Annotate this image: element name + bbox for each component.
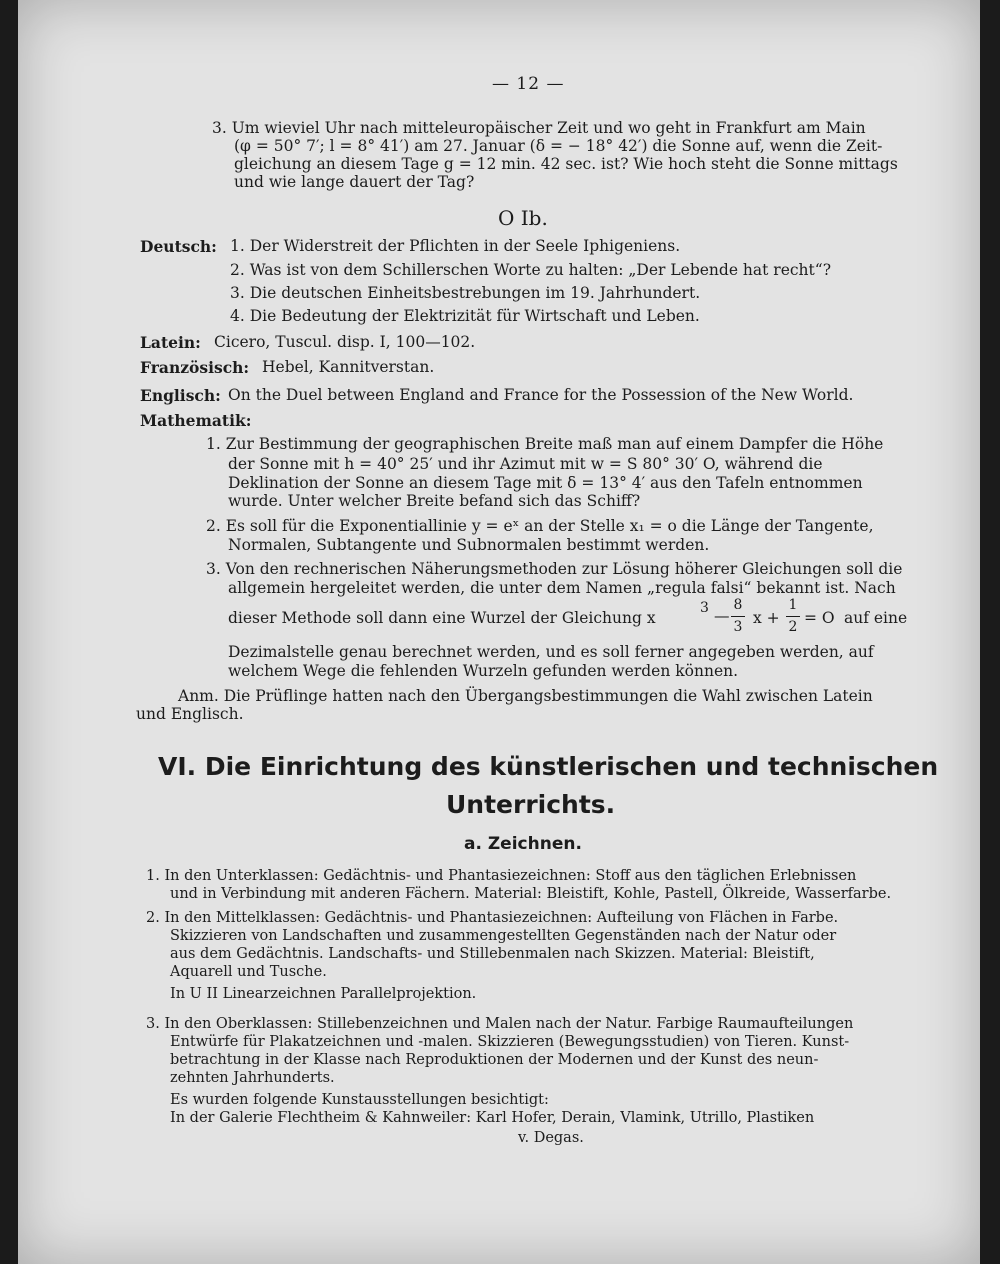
deutsch-item-4: 4. Die Bedeutung der Elektrizität für Wirtschaft und Leben. (230, 307, 700, 325)
eq-frac1-num: 8 (733, 597, 743, 613)
class-heading: O Ib. (498, 206, 548, 230)
section-subtitle: a. Zeichnen. (464, 834, 582, 854)
eq-exponent: 3 (700, 600, 709, 616)
math1-line1: 1. Zur Bestimmung der geographischen Breite maß man auf einem Dampfer die Höhe (206, 435, 884, 453)
page-number: — 12 — (492, 74, 565, 94)
mathematik-label: Mathematik: (140, 411, 252, 430)
zeichnen3-line1: 3. In den Oberklassen: Stillebenzeichnen und Malen nach der Natur. Farbige Raumaufteilungen (146, 1016, 854, 1032)
anm-line2: und Englisch. (136, 705, 244, 723)
math2-line1: 2. Es soll für die Exponentiallinie y = eˣ an der Stelle x₁ = o die Länge der Tangente, (206, 517, 874, 535)
math3-line5: welchem Wege die fehlenden Wurzeln gefunden werden können. (228, 662, 739, 680)
math3-line2: allgemein hergeleitet werden, die unter dem Namen „regula falsi“ bekannt ist. Nach (228, 579, 896, 597)
deutsch-item-1: 1. Der Widerstreit der Pflichten in der Seele Iphigeniens. (230, 237, 681, 255)
zeichnen3-line5: Es wurden folgende Kunstausstellungen besichtigt: (170, 1092, 549, 1108)
task3-line2: (φ = 50° 7′; l = 8° 41′) am 27. Januar (δ = − 18° 42′) die Sonne auf, wenn die Zeit- (234, 137, 883, 155)
englisch-label: Englisch: (140, 386, 221, 405)
deutsch-item-3: 3. Die deutschen Einheitsbestrebungen im 19. Jahrhundert. (230, 284, 701, 302)
eq-frac2-den: 2 (788, 619, 798, 635)
section-title-line2: Unterrichts. (446, 790, 616, 819)
zeichnen3-line2: Entwürfe für Plakatzeichnen und -malen. Skizzieren (Bewegungsstudien) von Tieren. Kunst- (170, 1034, 850, 1050)
math3-line4: Dezimalstelle genau berechnet werden, und es soll ferner angegeben werden, auf (228, 643, 874, 661)
math1-line2: der Sonne mit h = 40° 25′ und ihr Azimut mit w = S 80° 30′ O, während die (228, 455, 823, 473)
deutsch-label: Deutsch: (140, 237, 217, 256)
eq-frac2-num: 1 (788, 597, 798, 613)
section-title-line1: VI. Die Einrichtung des künstlerischen und technischen (158, 752, 939, 781)
document-page (18, 0, 980, 1264)
math1-line4: wurde. Unter welcher Breite befand sich das Schiff? (228, 492, 641, 510)
eq-frac1-bar (731, 616, 745, 617)
franzoesisch-label: Französisch: (140, 358, 250, 377)
eq-frac1-den: 3 (733, 619, 743, 635)
math2-line2: Normalen, Subtangente und Subnormalen bestimmt werden. (228, 536, 710, 554)
latein-label: Latein: (140, 333, 201, 352)
task3-line3: gleichung an diesem Tage g = 12 min. 42 sec. ist? Wie hoch steht die Sonne mittags (234, 155, 898, 173)
englisch-text: On the Duel between England and France for the Possession of the New World. (228, 386, 854, 404)
task3-line4: und wie lange dauert der Tag? (234, 173, 475, 191)
math3-line3-end: auf eine (844, 609, 908, 627)
zeichnen2-line5: In U II Linearzeichnen Parallelprojektion. (170, 986, 477, 1002)
zeichnen3-line6: In der Galerie Flechtheim & Kahnweiler: Karl Hofer, Derain, Vlamink, Utrillo, Plastiken (170, 1110, 815, 1126)
zeichnen3-line7: v. Degas. (518, 1130, 584, 1146)
eq-minus: — (714, 607, 730, 625)
latein-text: Cicero, Tuscul. disp. I, 100—102. (214, 333, 476, 351)
task3-line1: 3. Um wieviel Uhr nach mitteleuropäischer Zeit und wo geht in Frankfurt am Main (212, 119, 866, 137)
zeichnen3-line4: zehnten Jahrhunderts. (170, 1070, 335, 1086)
math3-line1: 3. Von den rechnerischen Näherungsmethoden zur Lösung höherer Gleichungen soll die (206, 560, 903, 578)
math1-line3: Deklination der Sonne an diesem Tage mit δ = 13° 4′ aus den Tafeln entnommen (228, 474, 863, 492)
anm-line1: Anm. Die Prüflinge hatten nach den Übergangsbestimmungen die Wahl zwischen Latein (178, 687, 873, 705)
zeichnen1-line1: 1. In den Unterklassen: Gedächtnis- und Phantasiezeichnen: Stoff aus den täglichen Erlebnissen (146, 868, 857, 884)
math3-line3: dieser Methode soll dann eine Wurzel der Gleichung x (228, 609, 656, 627)
franzoesisch-text: Hebel, Kannitverstan. (262, 358, 435, 376)
eq-frac2-bar (786, 616, 800, 617)
zeichnen2-line3: aus dem Gedächtnis. Landschafts- und Stillebenmalen nach Skizzen. Material: Bleistift, (170, 946, 815, 962)
eq-equals: = O (804, 609, 835, 627)
zeichnen1-line2: und in Verbindung mit anderen Fächern. Material: Bleistift, Kohle, Pastell, Ölkreide, Wasserfarbe. (170, 886, 892, 902)
zeichnen2-line1: 2. In den Mittelklassen: Gedächtnis- und Phantasiezeichnen: Aufteilung von Flächen in Farbe. (146, 910, 839, 926)
deutsch-item-2: 2. Was ist von dem Schillerschen Worte zu halten: „Der Lebende hat recht“? (230, 261, 832, 279)
eq-x-plus: x + (753, 609, 780, 627)
zeichnen3-line3: betrachtung in der Klasse nach Reproduktionen der Modernen und der Kunst des neun- (170, 1052, 819, 1068)
zeichnen2-line2: Skizzieren von Landschaften und zusammengestellten Gegenständen nach der Natur oder (170, 928, 837, 944)
zeichnen2-line4: Aquarell und Tusche. (170, 964, 327, 980)
